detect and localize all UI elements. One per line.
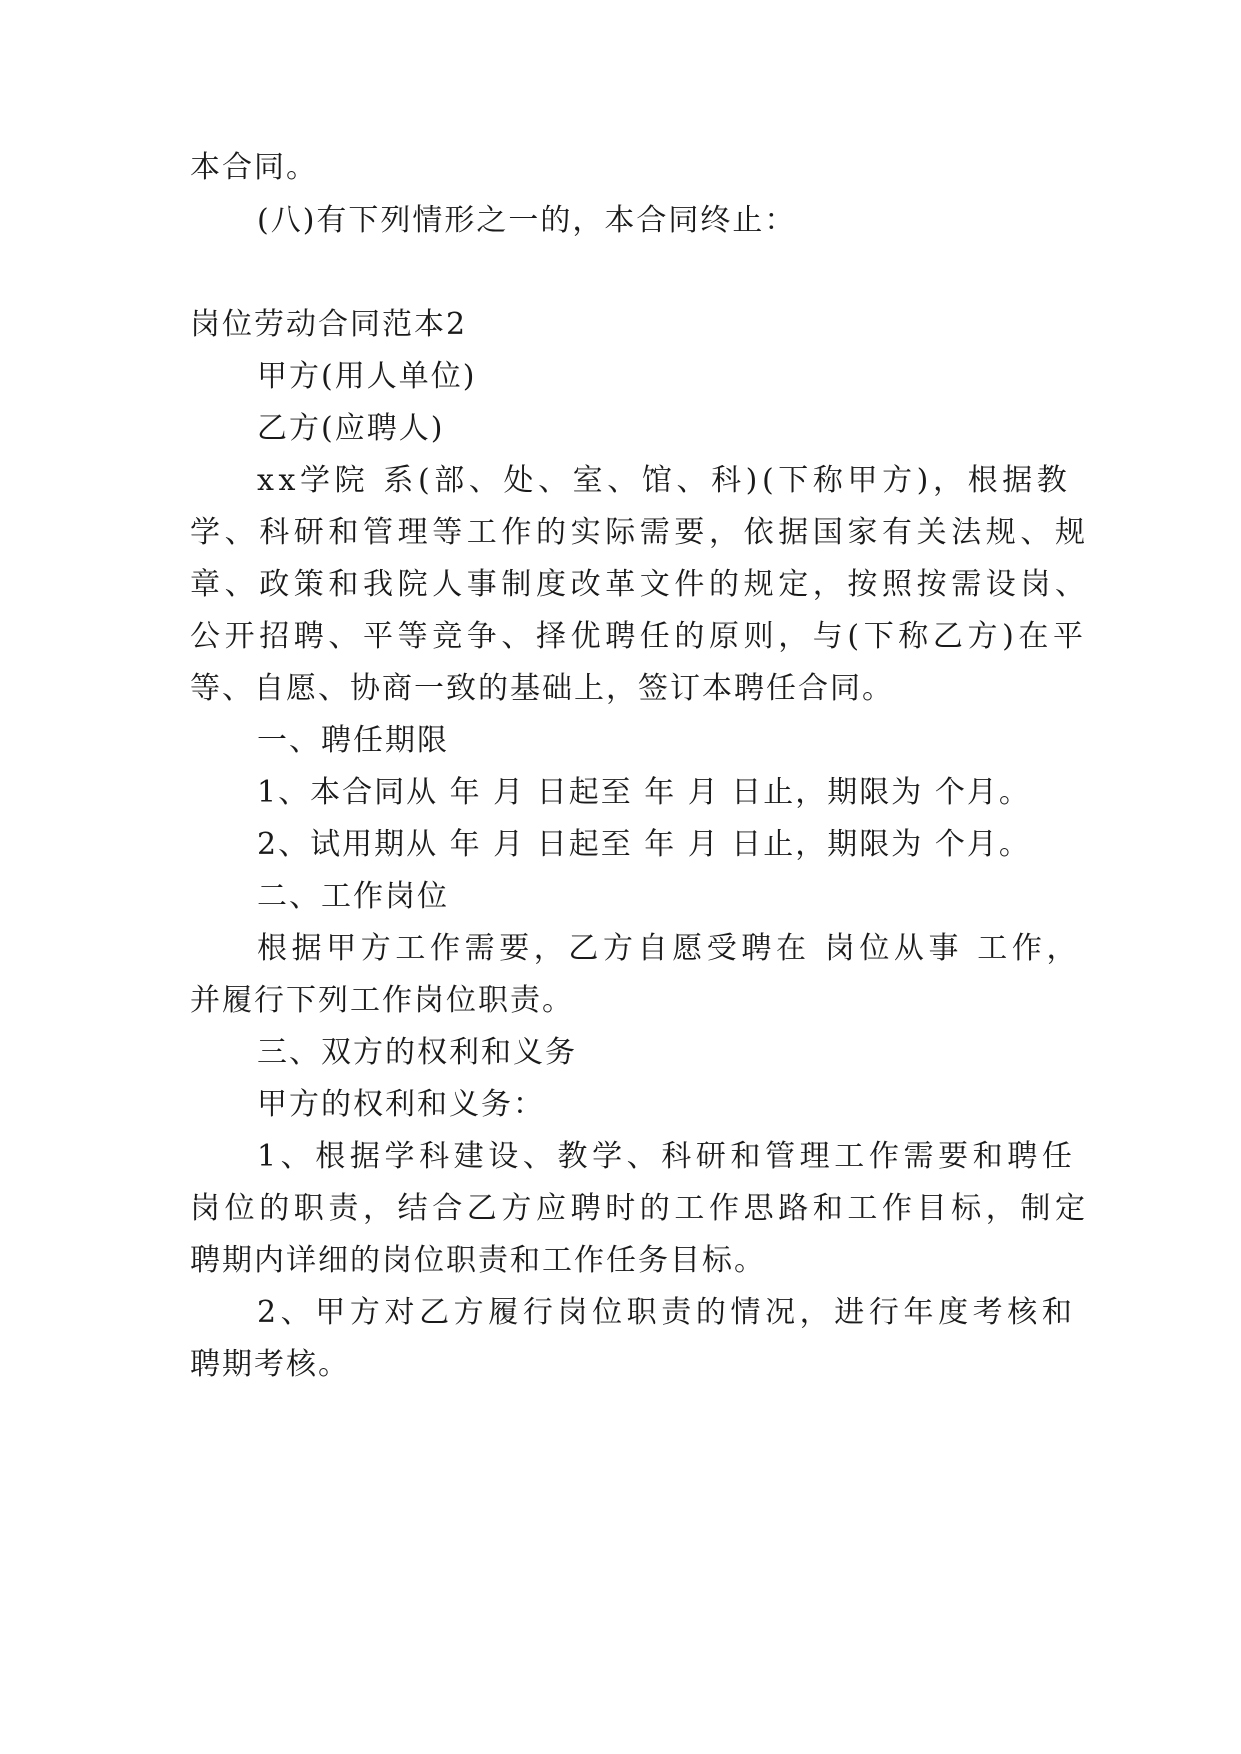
section-title: 岗位劳动合同范本2 xyxy=(190,307,468,342)
text-line: xx学院 系(部、处、室、馆、科)(下称甲方)，根据教 xyxy=(257,463,1072,498)
text-line: 并履行下列工作岗位职责。 xyxy=(190,983,574,1018)
text-line: 乙方(应聘人) xyxy=(257,411,445,446)
text-line: 2、甲方对乙方履行岗位职责的情况，进行年度考核和 xyxy=(257,1295,1077,1330)
text-line: 聘期内详细的岗位职责和工作任务目标。 xyxy=(190,1243,766,1278)
text-line: 等、自愿、协商一致的基础上，签订本聘任合同。 xyxy=(190,671,894,706)
text-line: 聘期考核。 xyxy=(190,1347,350,1382)
text-line: 一、聘任期限 xyxy=(257,723,449,758)
text-line: 二、工作岗位 xyxy=(257,879,449,914)
text-line: 公开招聘、平等竞争、择优聘任的原则，与(下称乙方)在平 xyxy=(190,619,1088,654)
text-line: (八)有下列情形之一的，本合同终止： xyxy=(257,203,797,238)
text-line: 甲方(用人单位) xyxy=(257,359,477,394)
text-line: 三、双方的权利和义务 xyxy=(257,1035,577,1070)
text-line: 本合同。 xyxy=(190,150,318,185)
text-line: 岗位的职责，结合乙方应聘时的工作思路和工作目标，制定 xyxy=(190,1191,1090,1226)
text-line: 学、科研和管理等工作的实际需要，依据国家有关法规、规 xyxy=(190,515,1090,550)
text-line: 根据甲方工作需要，乙方自愿受聘在 岗位从事 工作， xyxy=(257,931,1082,966)
text-line: 章、政策和我院人事制度改革文件的规定，按照按需设岗、 xyxy=(190,567,1090,602)
text-line: 2、试用期从 年 月 日起至 年 月 日止，期限为 个月。 xyxy=(257,827,1031,862)
text-line: 1、根据学科建设、教学、科研和管理工作需要和聘任 xyxy=(257,1139,1077,1174)
text-line: 1、本合同从 年 月 日起至 年 月 日止，期限为 个月。 xyxy=(257,775,1031,810)
text-line: 甲方的权利和义务： xyxy=(257,1087,545,1122)
